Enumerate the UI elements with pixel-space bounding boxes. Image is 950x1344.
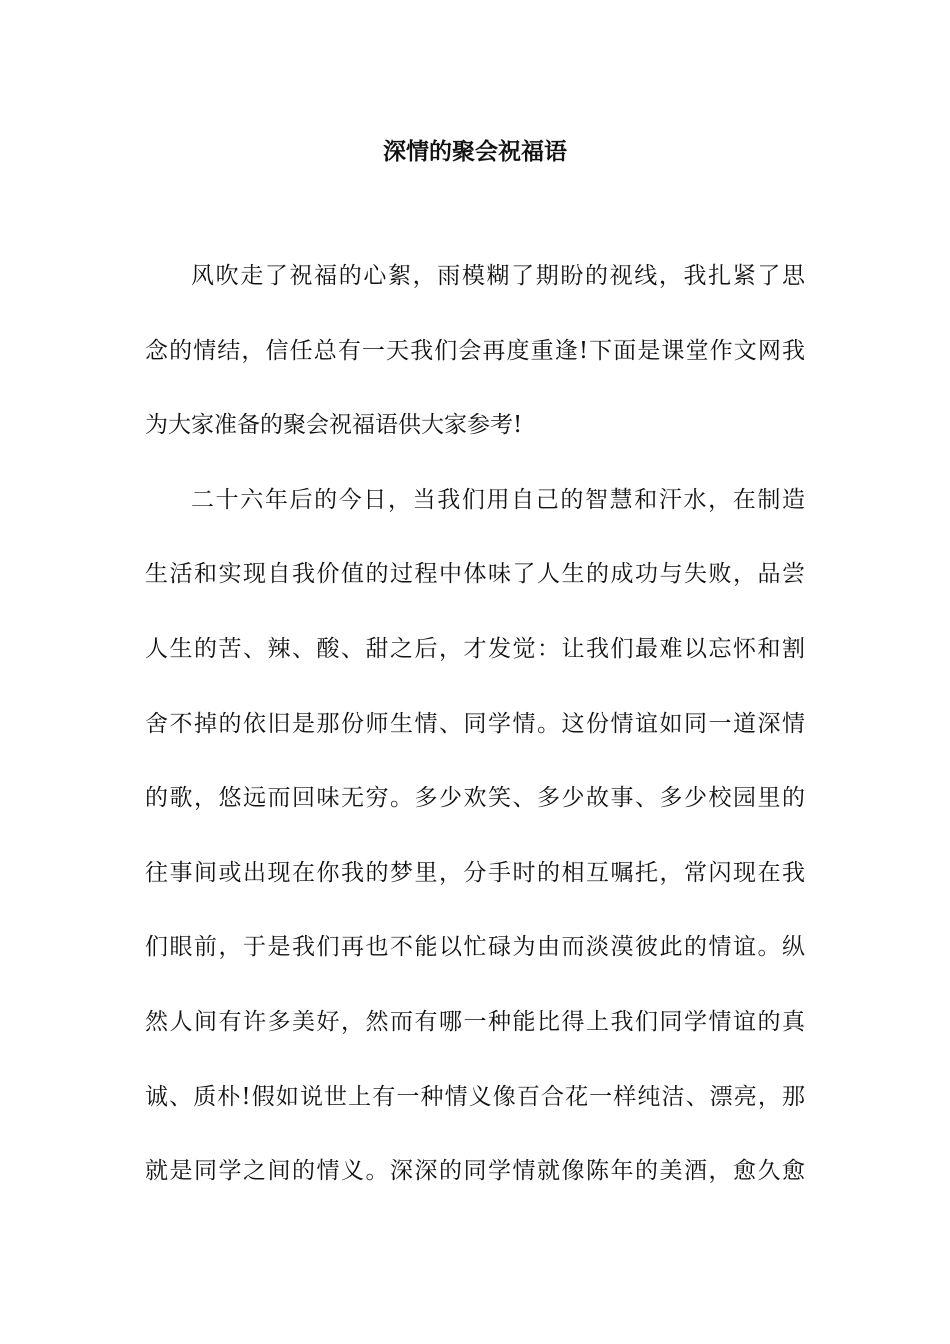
text-line	[145, 554, 805, 629]
text-line	[145, 480, 805, 555]
text-line	[145, 853, 805, 928]
text-line-content: 的歌，悠远而回味无穷。多少欢笑、多少故事、多少校园里的	[145, 785, 805, 812]
text-line	[145, 1002, 805, 1077]
text-line-content: 念的情结，信任总有一天我们会再度重逢!下面是课堂作文网我	[145, 337, 805, 364]
text-line	[145, 331, 805, 406]
text-line	[145, 927, 805, 1002]
text-line-content: 诚、质朴!假如说世上有一种情义像百合花一样纯洁、漂亮，那	[145, 1083, 805, 1110]
text-line	[145, 704, 805, 779]
text-line-content: 二十六年后的今日，当我们用自己的智慧和汗水，在制造	[191, 486, 805, 513]
text-line-content: 人生的苦、辣、酸、甜之后，才发觉：让我们最难以忘怀和割	[145, 635, 805, 662]
text-line-content: 为大家准备的聚会祝福语供大家参考!	[145, 412, 523, 439]
text-line	[145, 1151, 805, 1226]
text-line-content: 往事间或出现在你我的梦里，分手时的相互嘱托，常闪现在我	[145, 859, 805, 886]
document-body	[145, 256, 805, 1226]
text-line-content: 生活和实现自我价值的过程中体味了人生的成功与失败，品尝	[145, 561, 805, 588]
text-line-content: 风吹走了祝福的心絮，雨模糊了期盼的视线，我扎紧了思	[191, 263, 805, 289]
text-line	[145, 405, 805, 480]
text-line-content: 然人间有许多美好，然而有哪一种能比得上我们同学情谊的真	[145, 1008, 805, 1035]
text-line	[145, 778, 805, 853]
text-line-content: 舍不掉的依旧是那份师生情、同学情。这份情谊如同一道深情	[145, 710, 805, 737]
document-title: 深情的聚会祝福语	[383, 138, 567, 165]
text-line-content: 就是同学之间的情义。深深的同学情就像陈年的美酒，愈久愈	[145, 1158, 805, 1185]
text-line	[145, 256, 805, 331]
text-line	[145, 1077, 805, 1152]
text-line-content: 们眼前，于是我们再也不能以忙碌为由而淡漠彼此的情谊。纵	[145, 934, 805, 961]
text-line	[145, 629, 805, 704]
